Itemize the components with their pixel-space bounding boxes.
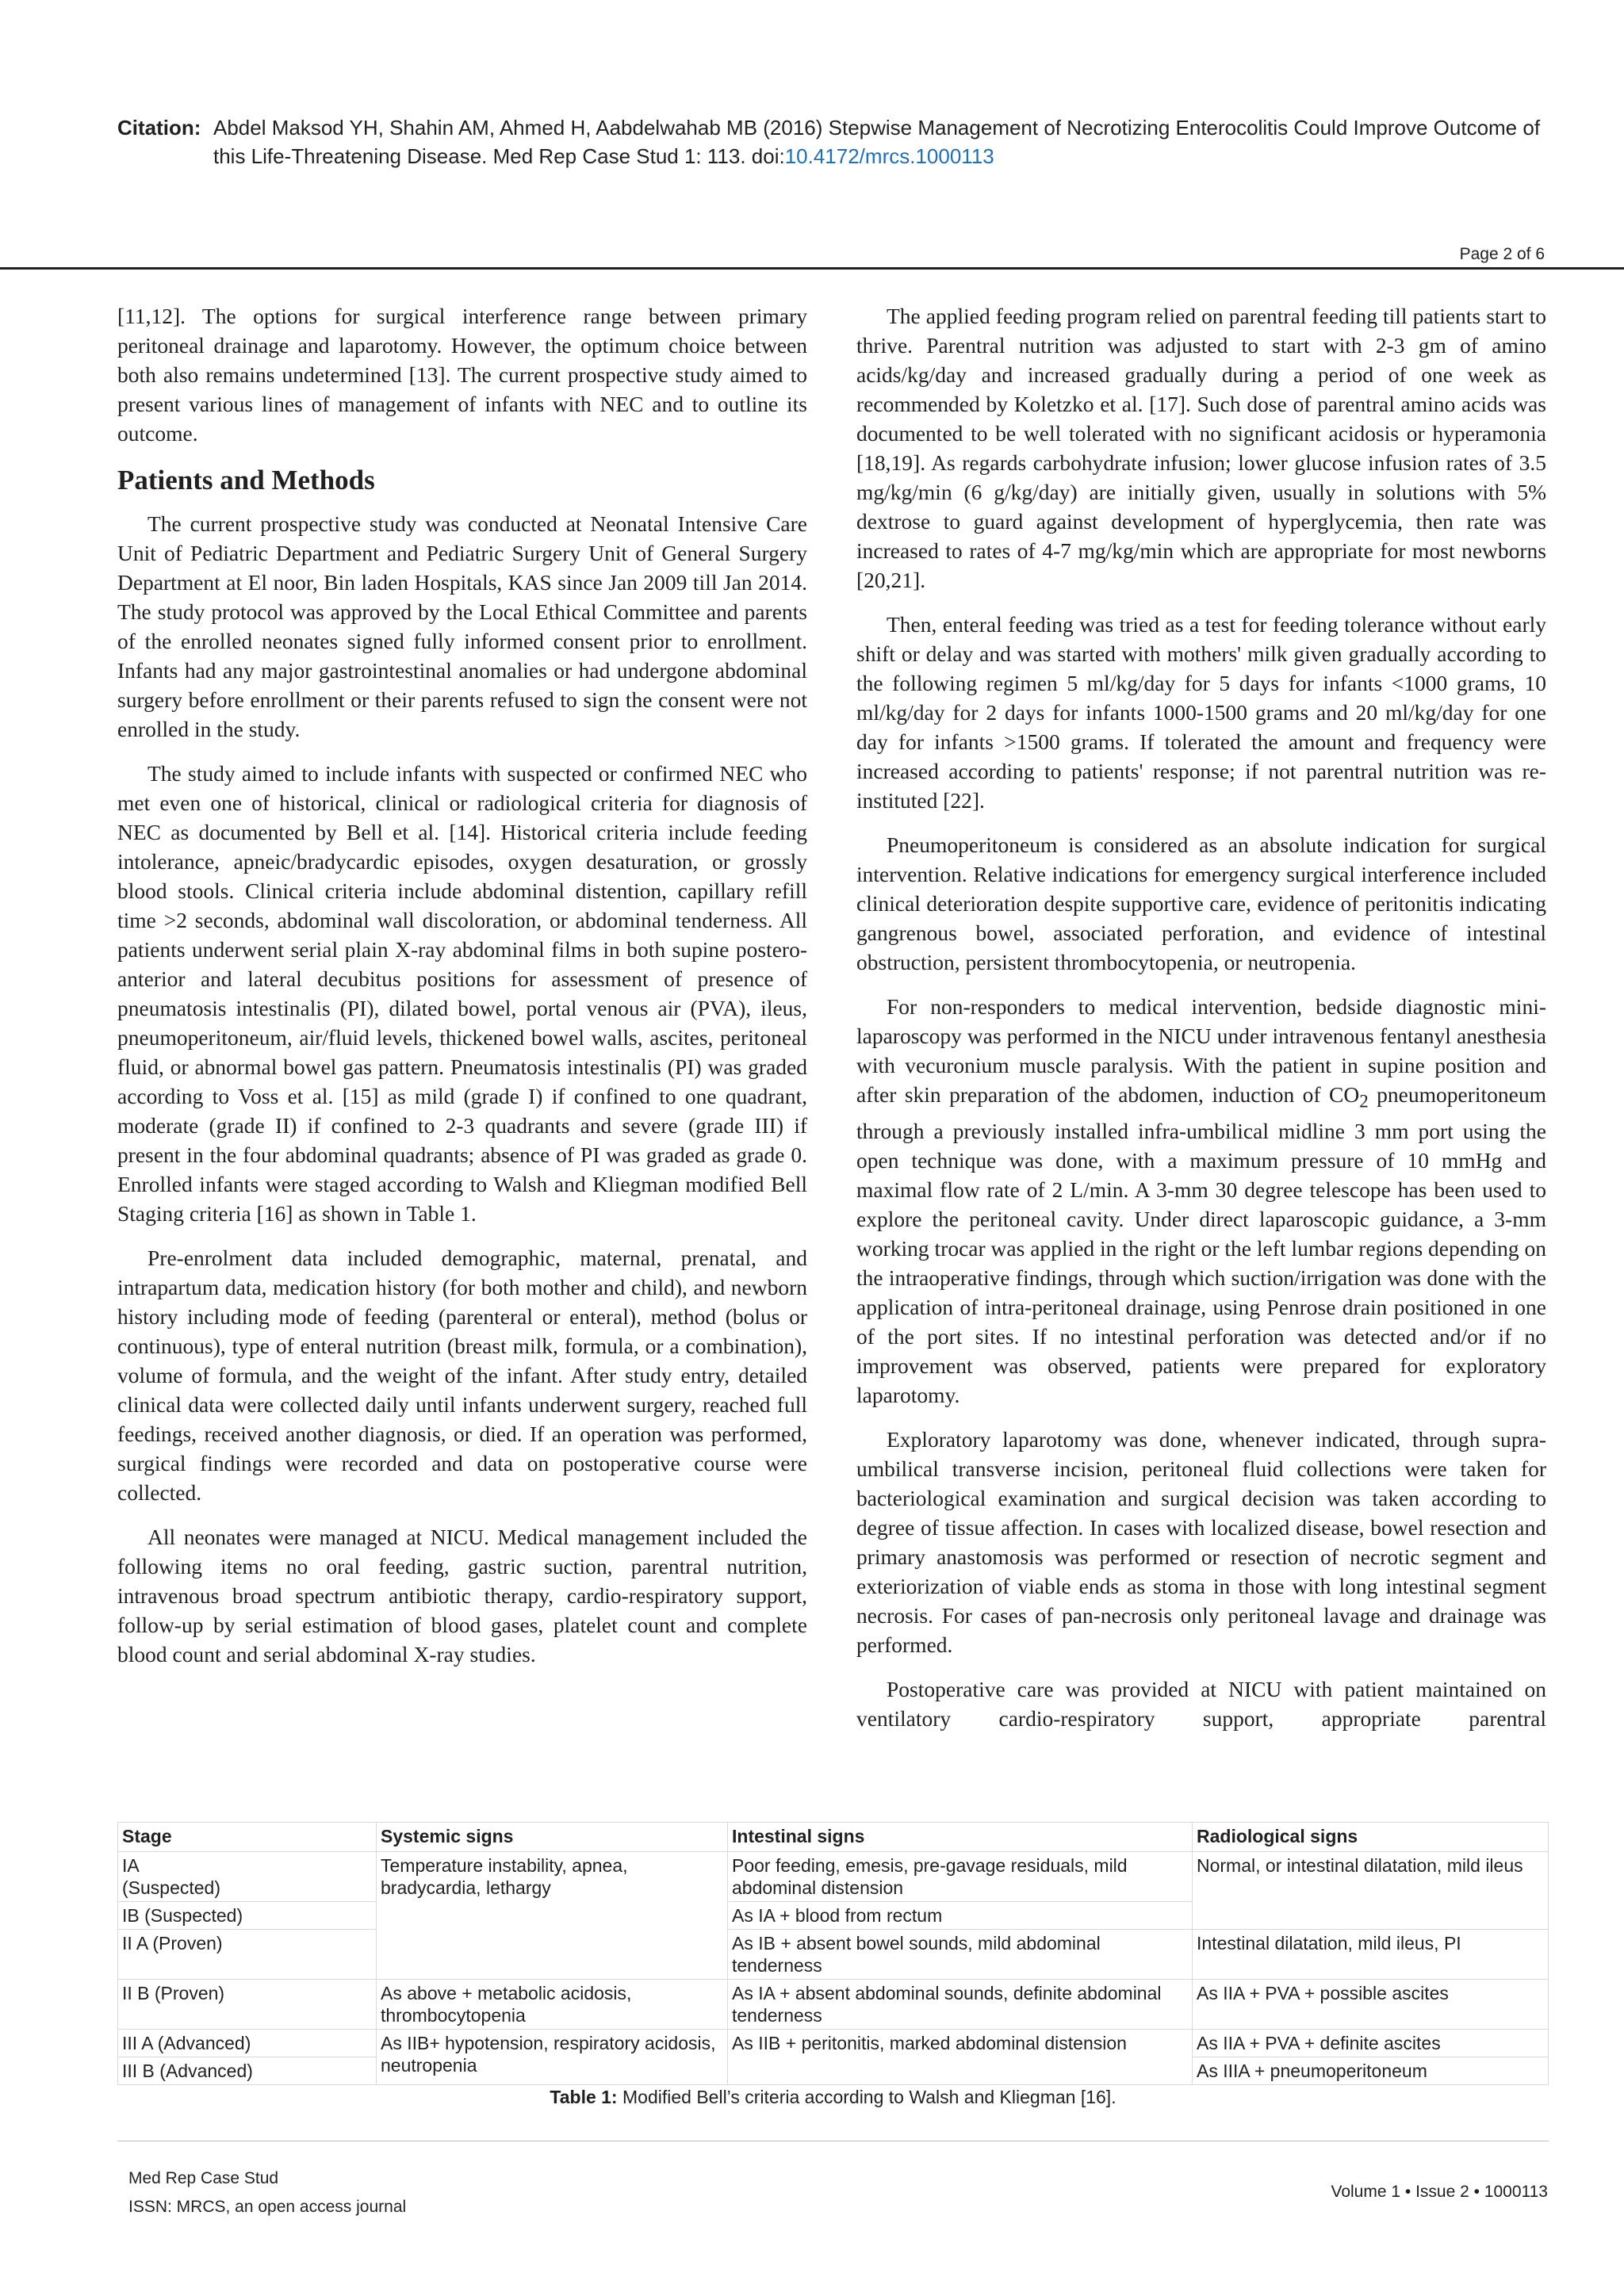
table-row — [118, 1980, 1549, 2030]
co2-subscript: 2 — [1359, 1091, 1369, 1112]
footer-journal-info — [128, 2164, 406, 2221]
paragraph: Postoperative care was provided at NICU with patient maintained on ventilatory cardio-respiratory support, appropriate parentral — [856, 1676, 1546, 1731]
paragraph: The study aimed to include infants with suspected or confirmed NEC who met even one of historical, clinical or radiological criteria for diagnosis of NEC as documented by Bell et al. [14]. Historical criteria include feeding intolerance, apneic/bradycardic episodes, oxygen desaturation, or grossly blood stools. Clinical criteria include abdominal distention, capillary refill time >2 seconds, abdominal wall discoloration, or abdominal tenderness. All patients underwent serial plain X-ray abdominal films in both supine postero-anterior and lateral decubitus positions for assessment of presence of pneumatosis intestinalis (PI), dilated bowel, portal venous air (PVA), ileus, pneumoperitoneum, air/fluid levels, thickened bowel walls, ascites, peritoneal fluid, or abnormal bowel gas pattern. Pneumatosis intestinalis (PI) was graded according to Voss et al. [15] as mild (grade I) if confined to one quadrant, moderate (grade II) if confined to 2-3 quadrants and severe (grade III) if present in the four abdominal quadrants; absence of PI was graded as grade 0. Enrolled infants were staged according to Walsh and Kliegman modified Bell Staging criteria [16] as shown in Table 1. — [117, 761, 807, 1226]
table-header-cell: Radiological signs — [1193, 1823, 1549, 1852]
table-cell: As above + metabolic acidosis, thrombocytopenia — [377, 1980, 728, 2030]
right-column — [856, 301, 1546, 1733]
citation — [117, 113, 1549, 170]
table-row — [118, 1930, 1549, 1980]
table-cell: Normal, or intestinal dilatation, mild ileus — [1193, 1852, 1549, 1930]
section-heading: Patients and Methods — [117, 465, 375, 496]
table-cell: II B (Proven) — [118, 1980, 377, 2030]
volume-info: Volume 1 • Issue 2 • 1000113 — [1331, 2183, 1548, 2201]
journal-name: Med Rep Case Stud — [128, 2169, 279, 2187]
table-cell: IA (Suspected) — [118, 1852, 377, 1902]
table-cell: As IB + absent bowel sounds, mild abdominal tenderness — [728, 1930, 1193, 1980]
table-row — [118, 1852, 1549, 1902]
paragraph: Then, enteral feeding was tried as a test for feeding tolerance without early shift or delay and was started with mothers' milk given gradually according to the following regimen 5 ml/kg/day for 5 days for infants <1000 grams, 10 ml/kg/day for 2 days for infants 1000-1500 grams and 20 ml/kg/day for one day for infants >1500 grams. If tolerated the amount and frequency were increased according to patients' response; if not parentral nutrition was re-instituted [22]. — [856, 612, 1546, 813]
table-cell: As IIB+ hypotension, respiratory acidosis, neutropenia — [377, 2030, 728, 2085]
table-caption — [117, 2087, 1549, 2108]
citation-label: Citation: — [117, 116, 201, 140]
citation-text: Abdel Maksod YH, Shahin AM, Ahmed H, Aabdelwahab MB (2016) Stepwise Management of Necrotizing Enterocolitis Could Improve Outcome of this Life-Threatening Disease. Med Rep Case Stud 1: 113. doi:10.4172/mrcs.1000113 — [213, 116, 1541, 168]
table-cell: III A (Advanced) — [118, 2030, 377, 2057]
table-header-cell: Intestinal signs — [728, 1823, 1193, 1852]
table-cell: IB (Suspected) — [118, 1902, 377, 1930]
caption-text: Modified Bell’s criteria according to Walsh and Kliegman [16]. — [617, 2087, 1116, 2107]
table-cell: As IIA + PVA + possible ascites — [1193, 1980, 1549, 2030]
table-cell: Temperature instability, apnea, bradycardia, lethargy — [377, 1852, 728, 1980]
issn: ISSN: MRCS, an open access journal — [128, 2198, 407, 2216]
table-cell: As IIB + peritonitis, marked abdominal distension — [728, 2030, 1193, 2085]
paragraph: All neonates were managed at NICU. Medical management included the following items no oral feeding, gastric suction, parentral nutrition, intravenous broad spectrum antibiotic therapy, cardio-respiratory support, follow-up by serial estimation of blood gases, platelet count and complete blood count and serial abdominal X-ray studies. — [117, 1525, 807, 1667]
caption-label: Table 1: — [550, 2087, 618, 2107]
table-cell: Poor feeding, emesis, pre-gavage residuals, mild abdominal distension — [728, 1852, 1193, 1902]
paragraph: For non-responders to medical intervention, bedside diagnostic mini-laparoscopy was performed in the NICU under intravenous fentanyl anesthesia with vecuronium muscle paralysis. With the patient in supine position and after skin preparation of the abdomen, induction of $CO_2$ pneumoperitoneum through a previously installed infra-umbilical midline 3 mm port using the open technique was done, with a maximum pressure of 10 mmHg and maximal flow rate of 2 L/min. A 3-mm 30 degree telescope has been used to explore the peritoneal cavity. Under direct laparoscopic guidance, a 3-mm working trocar was applied in the right or the left lumbar regions depending on the intraoperative findings, through which suction/irrigation was done with the application of intra-peritoneal drainage, using Penrose drain positioned in one of the port sites. If no intestinal perforation was detected and/or if no improvement was observed, patients were prepared for exploratory laparotomy. — [856, 994, 1546, 1407]
table-cell: As IIA + PVA + definite ascites — [1193, 2030, 1549, 2057]
table-cell: II A (Proven) — [118, 1930, 377, 1980]
paragraph: Pre-enrolment data included demographic, maternal, prenatal, and intrapartum data, medication history (for both mother and child), and newborn history including mode of feeding (parenteral or enteral), method (bolus or continuous), type of enteral nutrition (breast milk, formula, or a combination), volume of formula, and the weight of the infant. After study entry, detailed clinical data were collected daily until infants underwent surgery, reached full feedings, received another diagnosis, or died. If an operation was performed, surgical findings were recorded and data on postoperative course were collected. — [117, 1246, 807, 1505]
bell-criteria-table — [117, 1822, 1549, 2085]
header-divider — [0, 267, 1624, 270]
paragraph: The current prospective study was conducted at Neonatal Intensive Care Unit of Pediatric Department and Pediatric Surgery Unit of General Surgery Department at El noor, Bin laden Hospitals, KAS since Jan 2009 till Jan 2014. The study protocol was approved by the Local Ethical Committee and parents of the enrolled neonates signed fully informed consent prior to enrollment. Infants had any major gastrointestinal anomalies or had undergone abdominal surgery before enrollment or their parents refused to sign the consent were not enrolled in the study. — [117, 511, 807, 741]
doi-link[interactable]: 10.4172/mrcs.1000113 — [784, 144, 994, 168]
page-number: Page 2 of 6 — [1459, 245, 1545, 263]
intro-paragraph: [11,12]. The options for surgical interference range between primary peritoneal drainage and laparotomy. However, the optimum choice between both also remains undetermined [13]. The current prospective study aimed to present various lines of management of infants with NEC and to outline its outcome. — [117, 304, 807, 446]
table-header-cell: Stage — [118, 1823, 377, 1852]
paragraph: Pneumoperitoneum is considered as an absolute indication for surgical intervention. Relative indications for emergency surgical interference included clinical deterioration despite supportive care, evidence of peritonitis indicating gangrenous bowel, associated perforation, and evidence of intestinal obstruction, persistent thrombocytopenia, or neutropenia. — [856, 832, 1546, 974]
table-cell: Intestinal dilatation, mild ileus, PI — [1193, 1930, 1549, 1980]
paragraph: The applied feeding program relied on parentral feeding till patients start to thrive. Parentral nutrition was adjusted to start with 2-3 gm of amino acids/kg/day and increased gradually during a period of one week as recommended by Koletzko et al. [17]. Such dose of parentral amino acids was documented to be well tolerated with no significant acidosis or hyperamonia [18,19]. As regards carbohydrate infusion; lower glucose infusion rates of 3.5 mg/kg/min (6 g/kg/day) are initially given, usually in solutions with 5% dextrose to guard against development of hyperglycemia, then rate was increased to rates of 4-7 mg/kg/min which are appropriate for most newborns [20,21]. — [856, 304, 1546, 592]
table-cell: As IA + absent abdominal sounds, definite abdominal tenderness — [728, 1980, 1193, 2030]
table-header-cell: Systemic signs — [377, 1823, 728, 1852]
paragraph: Exploratory laparotomy was done, whenever indicated, through supra-umbilical transverse incision, peritoneal fluid collections were taken for bacteriological examination and surgical decision was taken according to degree of tissue affection. In cases with localized disease, bowel resection and primary anastomosis was performed or resection of necrotic segment and exteriorization of viable ends as stoma in those with long intestinal segment necrosis. For cases of pan-necrosis only peritoneal lavage and drainage was performed. — [856, 1426, 1546, 1657]
table-cell: As IIIA + pneumoperitoneum — [1193, 2057, 1549, 2085]
table-cell: As IA + blood from rectum — [728, 1902, 1193, 1930]
table-row — [118, 2030, 1549, 2057]
table-cell: III B (Advanced) — [118, 2057, 377, 2085]
table-header-row — [118, 1823, 1549, 1852]
left-column — [117, 301, 807, 1684]
